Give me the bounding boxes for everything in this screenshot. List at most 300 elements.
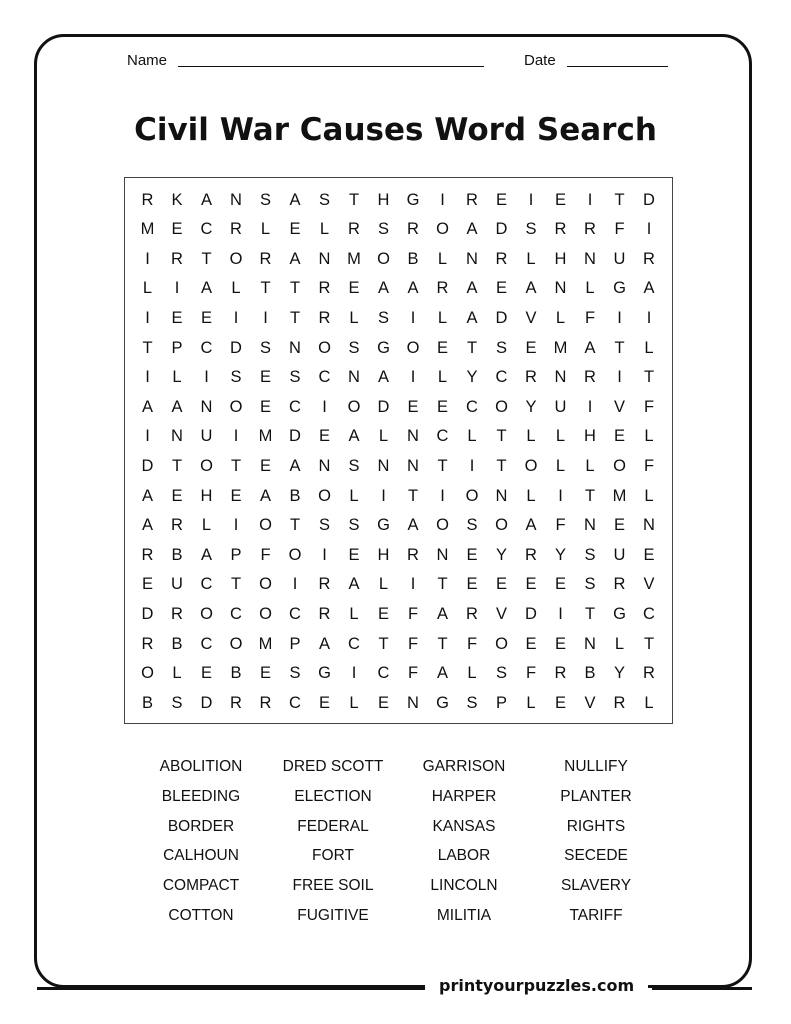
grid-letter[interactable]: O <box>259 516 272 535</box>
grid-letter[interactable]: D <box>495 308 508 327</box>
grid-letter[interactable]: L <box>172 368 182 387</box>
grid-letter[interactable]: O <box>436 516 449 535</box>
grid-letter[interactable]: O <box>318 338 331 357</box>
grid-letter[interactable]: Y <box>495 545 507 564</box>
grid-letter[interactable]: D <box>141 456 154 475</box>
grid-letter[interactable]: I <box>587 190 593 209</box>
grid-letter[interactable]: R <box>613 693 626 712</box>
grid-letter[interactable]: A <box>348 575 360 594</box>
grid-letter[interactable]: I <box>233 516 239 535</box>
grid-letter[interactable]: E <box>613 516 625 535</box>
grid-letter[interactable]: T <box>289 279 301 298</box>
grid-letter[interactable]: A <box>377 279 389 298</box>
grid-letter[interactable]: T <box>496 456 507 475</box>
grid-letter[interactable]: K <box>171 190 183 209</box>
grid-letter[interactable]: N <box>318 456 331 475</box>
grid-letter[interactable]: E <box>554 190 566 209</box>
grid-letter[interactable]: S <box>318 516 330 535</box>
grid-letter[interactable]: N <box>171 427 183 446</box>
grid-letter[interactable]: C <box>200 634 213 653</box>
grid-letter[interactable]: T <box>142 338 153 357</box>
grid-letter[interactable]: O <box>613 456 626 475</box>
grid-letter[interactable]: R <box>584 220 596 239</box>
grid-letter[interactable]: L <box>555 456 566 475</box>
grid-letter[interactable]: R <box>348 220 360 239</box>
grid-letter[interactable]: I <box>587 397 593 416</box>
grid-letter[interactable]: G <box>406 190 420 209</box>
grid-letter[interactable]: R <box>466 190 478 209</box>
grid-letter[interactable]: D <box>525 604 537 623</box>
grid-letter[interactable]: I <box>469 456 475 475</box>
grid-letter[interactable]: G <box>613 604 626 623</box>
grid-letter[interactable]: L <box>437 308 448 327</box>
grid-letter[interactable]: T <box>584 486 596 505</box>
grid-letter[interactable]: A <box>377 368 389 387</box>
grid-letter[interactable]: I <box>440 190 445 209</box>
grid-letter[interactable]: L <box>644 693 654 712</box>
grid-letter[interactable]: M <box>612 486 627 505</box>
grid-letter[interactable]: H <box>200 486 213 505</box>
grid-letter[interactable]: R <box>466 604 478 623</box>
grid-letter[interactable]: P <box>495 693 507 712</box>
grid-letter[interactable]: N <box>407 427 419 446</box>
grid-letter[interactable]: O <box>141 664 154 683</box>
grid-letter[interactable]: F <box>643 397 655 416</box>
grid-letter[interactable]: F <box>466 634 478 653</box>
grid-letter[interactable]: L <box>378 575 389 594</box>
grid-letter[interactable]: R <box>318 604 331 623</box>
grid-letter[interactable]: O <box>436 220 449 239</box>
grid-letter[interactable]: I <box>145 368 150 387</box>
grid-letter[interactable]: L <box>201 516 212 535</box>
grid-letter[interactable]: L <box>526 427 536 446</box>
grid-letter[interactable]: O <box>347 397 361 416</box>
grid-letter[interactable]: I <box>410 368 416 387</box>
grid-letter[interactable]: E <box>348 279 360 298</box>
grid-letter[interactable]: L <box>526 486 536 505</box>
grid-letter[interactable]: L <box>319 220 330 239</box>
grid-letter[interactable]: U <box>613 545 626 564</box>
grid-letter[interactable]: S <box>289 664 301 683</box>
grid-letter[interactable]: M <box>258 634 273 653</box>
grid-letter[interactable]: I <box>263 308 268 327</box>
grid-letter[interactable]: I <box>646 308 652 327</box>
grid-letter[interactable]: I <box>233 427 239 446</box>
grid-letter[interactable]: I <box>174 279 180 298</box>
grid-letter[interactable]: A <box>436 664 448 683</box>
grid-letter[interactable]: A <box>318 634 330 653</box>
grid-letter[interactable]: N <box>289 338 301 357</box>
grid-letter[interactable]: L <box>172 664 182 683</box>
grid-letter[interactable]: F <box>643 456 655 475</box>
grid-letter[interactable]: S <box>171 693 183 712</box>
grid-letter[interactable]: E <box>613 427 625 446</box>
grid-letter[interactable]: R <box>171 249 183 268</box>
grid-letter[interactable]: R <box>613 575 626 594</box>
grid-letter[interactable]: V <box>495 604 507 623</box>
grid-letter[interactable]: T <box>614 190 625 209</box>
grid-letter[interactable]: L <box>555 427 566 446</box>
grid-letter[interactable]: E <box>643 545 655 564</box>
grid-letter[interactable]: O <box>377 249 390 268</box>
grid-letter[interactable]: L <box>260 220 271 239</box>
grid-letter[interactable]: L <box>644 486 654 505</box>
grid-letter[interactable]: F <box>555 516 566 535</box>
grid-letter[interactable]: L <box>526 249 536 268</box>
grid-letter[interactable]: R <box>643 664 655 683</box>
grid-letter[interactable]: E <box>436 397 448 416</box>
grid-letter[interactable]: O <box>259 604 272 623</box>
grid-letter[interactable]: H <box>554 249 567 268</box>
grid-letter[interactable]: F <box>407 664 419 683</box>
grid-letter[interactable]: C <box>495 368 508 387</box>
grid-letter[interactable]: S <box>318 190 330 209</box>
grid-letter[interactable]: N <box>407 693 419 712</box>
grid-letter[interactable]: M <box>140 220 155 239</box>
grid-letter[interactable]: T <box>230 456 242 475</box>
grid-letter[interactable]: A <box>141 397 153 416</box>
grid-letter[interactable]: L <box>585 456 595 475</box>
grid-letter[interactable]: E <box>200 664 212 683</box>
grid-letter[interactable]: U <box>554 397 567 416</box>
grid-letter[interactable]: C <box>377 664 390 683</box>
grid-letter[interactable]: E <box>466 575 478 594</box>
grid-letter[interactable]: H <box>584 427 596 446</box>
grid-letter[interactable]: L <box>349 604 359 623</box>
grid-letter[interactable]: S <box>377 308 389 327</box>
grid-letter[interactable]: N <box>436 545 449 564</box>
grid-letter[interactable]: O <box>524 456 538 475</box>
grid-letter[interactable]: I <box>204 368 209 387</box>
grid-letter[interactable]: N <box>584 249 596 268</box>
grid-letter[interactable]: E <box>230 486 242 505</box>
grid-letter[interactable]: A <box>525 279 537 298</box>
grid-letter[interactable]: A <box>200 545 212 564</box>
grid-letter[interactable]: E <box>200 308 212 327</box>
grid-letter[interactable]: D <box>643 190 655 209</box>
grid-letter[interactable]: N <box>466 249 478 268</box>
grid-letter[interactable]: A <box>289 249 301 268</box>
grid-letter[interactable]: S <box>495 338 507 357</box>
grid-letter[interactable]: E <box>554 575 566 594</box>
grid-letter[interactable]: L <box>644 338 654 357</box>
grid-letter[interactable]: E <box>141 575 153 594</box>
grid-letter[interactable]: O <box>229 249 243 268</box>
grid-letter[interactable]: H <box>377 545 390 564</box>
grid-letter[interactable]: A <box>289 190 301 209</box>
grid-letter[interactable]: R <box>436 279 449 298</box>
grid-letter[interactable]: R <box>525 368 537 387</box>
grid-letter[interactable]: O <box>288 545 302 564</box>
grid-letter[interactable]: D <box>377 397 390 416</box>
grid-letter[interactable]: E <box>259 664 271 683</box>
grid-letter[interactable]: O <box>200 456 213 475</box>
grid-letter[interactable]: V <box>613 397 625 416</box>
grid-letter[interactable]: T <box>260 279 271 298</box>
grid-letter[interactable]: O <box>318 486 331 505</box>
grid-letter[interactable]: I <box>528 190 534 209</box>
grid-letter[interactable]: T <box>289 308 301 327</box>
grid-letter[interactable]: B <box>289 486 301 505</box>
grid-letter[interactable]: T <box>437 575 448 594</box>
grid-letter[interactable]: D <box>141 604 154 623</box>
grid-letter[interactable]: S <box>348 456 360 475</box>
grid-letter[interactable]: E <box>171 308 183 327</box>
grid-letter[interactable]: O <box>495 516 508 535</box>
grid-letter[interactable]: Y <box>613 664 625 683</box>
grid-letter[interactable]: I <box>233 308 239 327</box>
grid-letter[interactable]: S <box>259 338 271 357</box>
grid-letter[interactable]: R <box>141 545 154 564</box>
grid-letter[interactable]: I <box>558 604 563 623</box>
grid-letter[interactable]: Y <box>466 368 478 387</box>
grid-letter[interactable]: N <box>377 456 390 475</box>
grid-letter[interactable]: E <box>525 338 537 357</box>
grid-letter[interactable]: C <box>466 397 478 416</box>
grid-letter[interactable]: E <box>171 220 183 239</box>
grid-letter[interactable]: S <box>495 664 507 683</box>
grid-letter[interactable]: I <box>558 486 563 505</box>
grid-letter[interactable]: E <box>436 338 448 357</box>
grid-letter[interactable]: T <box>614 338 625 357</box>
grid-letter[interactable]: E <box>495 190 507 209</box>
grid-letter[interactable]: V <box>643 575 655 594</box>
grid-letter[interactable]: U <box>613 249 626 268</box>
grid-letter[interactable]: T <box>643 634 655 653</box>
grid-letter[interactable]: E <box>377 693 389 712</box>
grid-letter[interactable]: M <box>347 249 361 268</box>
grid-letter[interactable]: Y <box>525 397 537 416</box>
grid-letter[interactable]: B <box>407 249 419 268</box>
grid-letter[interactable]: A <box>348 427 360 446</box>
grid-letter[interactable]: O <box>259 575 272 594</box>
grid-letter[interactable]: L <box>231 279 241 298</box>
grid-letter[interactable]: T <box>289 516 301 535</box>
grid-letter[interactable]: L <box>437 368 448 387</box>
grid-letter[interactable]: Y <box>554 545 566 564</box>
grid-letter[interactable]: C <box>643 604 655 623</box>
grid-letter[interactable]: A <box>407 279 419 298</box>
grid-letter[interactable]: S <box>348 338 360 357</box>
grid-letter[interactable]: L <box>467 664 477 683</box>
grid-letter[interactable]: A <box>466 220 478 239</box>
grid-letter[interactable]: E <box>495 575 507 594</box>
grid-letter[interactable]: N <box>348 368 360 387</box>
grid-letter[interactable]: N <box>643 516 655 535</box>
grid-letter[interactable]: T <box>496 427 507 446</box>
grid-letter[interactable]: A <box>200 279 212 298</box>
grid-letter[interactable]: E <box>554 693 566 712</box>
grid-letter[interactable]: R <box>141 634 154 653</box>
grid-letter[interactable]: F <box>584 308 596 327</box>
grid-letter[interactable]: S <box>466 516 478 535</box>
grid-letter[interactable]: S <box>466 693 478 712</box>
grid-letter[interactable]: R <box>525 545 537 564</box>
date-field[interactable] <box>567 66 668 67</box>
grid-letter[interactable]: O <box>495 397 508 416</box>
grid-letter[interactable]: P <box>289 634 301 653</box>
grid-letter[interactable]: A <box>466 308 478 327</box>
grid-letter[interactable]: R <box>230 693 242 712</box>
grid-letter[interactable]: E <box>259 397 271 416</box>
grid-letter[interactable]: T <box>378 634 389 653</box>
grid-letter[interactable]: I <box>351 664 357 683</box>
grid-letter[interactable]: S <box>377 220 389 239</box>
grid-letter[interactable]: A <box>171 397 183 416</box>
grid-letter[interactable]: T <box>466 338 478 357</box>
grid-letter[interactable]: E <box>348 545 360 564</box>
grid-letter[interactable]: E <box>259 456 271 475</box>
grid-letter[interactable]: A <box>466 279 478 298</box>
grid-letter[interactable]: S <box>584 575 596 594</box>
grid-letter[interactable]: E <box>318 693 330 712</box>
grid-letter[interactable]: F <box>407 604 419 623</box>
grid-letter[interactable]: G <box>377 338 390 357</box>
grid-letter[interactable]: D <box>495 220 508 239</box>
grid-letter[interactable]: A <box>407 516 419 535</box>
grid-letter[interactable]: E <box>554 634 566 653</box>
grid-letter[interactable]: R <box>171 516 183 535</box>
grid-letter[interactable]: B <box>171 634 183 653</box>
grid-letter[interactable]: S <box>259 190 271 209</box>
grid-letter[interactable]: A <box>584 338 596 357</box>
grid-letter[interactable]: A <box>643 279 655 298</box>
grid-letter[interactable]: T <box>437 634 448 653</box>
grid-letter[interactable]: N <box>495 486 508 505</box>
grid-letter[interactable]: S <box>584 545 596 564</box>
grid-letter[interactable]: C <box>289 397 301 416</box>
grid-letter[interactable]: E <box>289 220 301 239</box>
grid-letter[interactable]: R <box>230 220 242 239</box>
grid-letter[interactable]: R <box>171 604 183 623</box>
grid-letter[interactable]: R <box>554 664 567 683</box>
grid-letter[interactable]: I <box>617 308 622 327</box>
grid-letter[interactable]: D <box>200 693 213 712</box>
grid-letter[interactable]: A <box>141 486 153 505</box>
grid-letter[interactable]: B <box>141 693 153 712</box>
grid-letter[interactable]: R <box>259 693 272 712</box>
grid-letter[interactable]: I <box>322 397 327 416</box>
grid-letter[interactable]: F <box>407 634 419 653</box>
grid-letter[interactable]: P <box>230 545 242 564</box>
grid-letter[interactable]: A <box>200 190 212 209</box>
grid-letter[interactable]: L <box>349 693 359 712</box>
grid-letter[interactable]: U <box>200 427 213 446</box>
grid-letter[interactable]: I <box>145 427 150 446</box>
grid-letter[interactable]: S <box>348 516 360 535</box>
grid-letter[interactable]: R <box>407 220 419 239</box>
grid-letter[interactable]: I <box>145 249 150 268</box>
grid-letter[interactable]: E <box>466 545 478 564</box>
grid-letter[interactable]: B <box>584 664 596 683</box>
grid-letter[interactable]: R <box>643 249 655 268</box>
grid-letter[interactable]: C <box>230 604 242 623</box>
grid-letter[interactable]: S <box>289 368 301 387</box>
grid-letter[interactable]: L <box>349 308 359 327</box>
grid-letter[interactable]: L <box>555 308 566 327</box>
grid-letter[interactable]: L <box>585 279 595 298</box>
grid-letter[interactable]: L <box>467 427 477 446</box>
grid-letter[interactable]: N <box>230 190 242 209</box>
grid-letter[interactable]: F <box>260 545 271 564</box>
grid-letter[interactable]: N <box>584 516 596 535</box>
grid-letter[interactable]: A <box>289 456 301 475</box>
grid-letter[interactable]: M <box>553 338 568 357</box>
grid-letter[interactable]: T <box>348 190 360 209</box>
grid-letter[interactable]: D <box>230 338 242 357</box>
grid-letter[interactable]: I <box>381 486 386 505</box>
grid-letter[interactable]: E <box>171 486 183 505</box>
grid-letter[interactable]: E <box>318 427 330 446</box>
grid-letter[interactable]: N <box>200 397 213 416</box>
grid-letter[interactable]: D <box>289 427 301 446</box>
grid-letter[interactable]: L <box>526 693 536 712</box>
grid-letter[interactable]: V <box>584 693 596 712</box>
grid-letter[interactable]: R <box>495 249 508 268</box>
grid-letter[interactable]: O <box>406 338 420 357</box>
grid-letter[interactable]: A <box>141 516 153 535</box>
grid-letter[interactable]: I <box>646 220 652 239</box>
grid-letter[interactable]: F <box>614 220 625 239</box>
grid-letter[interactable]: I <box>410 308 416 327</box>
grid-letter[interactable]: O <box>229 397 243 416</box>
grid-letter[interactable]: G <box>377 516 390 535</box>
grid-letter[interactable]: C <box>436 427 449 446</box>
grid-letter[interactable]: V <box>525 308 537 327</box>
grid-letter[interactable]: E <box>495 279 507 298</box>
grid-letter[interactable]: R <box>318 575 331 594</box>
name-field[interactable] <box>178 66 484 67</box>
grid-letter[interactable]: R <box>584 368 596 387</box>
grid-letter[interactable]: E <box>525 575 537 594</box>
grid-letter[interactable]: T <box>643 368 655 387</box>
grid-letter[interactable]: B <box>230 664 242 683</box>
grid-letter[interactable]: S <box>230 368 242 387</box>
grid-letter[interactable]: L <box>378 427 389 446</box>
grid-letter[interactable]: C <box>200 338 213 357</box>
grid-letter[interactable]: R <box>554 220 567 239</box>
grid-letter[interactable]: R <box>259 249 272 268</box>
grid-letter[interactable]: M <box>258 427 273 446</box>
grid-letter[interactable]: C <box>348 634 360 653</box>
grid-letter[interactable]: T <box>407 486 419 505</box>
grid-letter[interactable]: E <box>259 368 271 387</box>
grid-letter[interactable]: I <box>410 575 416 594</box>
grid-letter[interactable]: C <box>289 693 301 712</box>
grid-letter[interactable]: O <box>229 634 243 653</box>
grid-letter[interactable]: R <box>318 279 331 298</box>
grid-letter[interactable]: I <box>292 575 298 594</box>
grid-letter[interactable]: L <box>437 249 448 268</box>
grid-letter[interactable]: G <box>318 664 331 683</box>
grid-letter[interactable]: A <box>259 486 271 505</box>
grid-letter[interactable]: O <box>200 604 213 623</box>
grid-letter[interactable]: A <box>525 516 537 535</box>
grid-letter[interactable]: T <box>171 456 183 475</box>
grid-letter[interactable]: I <box>617 368 622 387</box>
grid-letter[interactable]: G <box>436 693 449 712</box>
grid-letter[interactable]: E <box>525 634 537 653</box>
grid-letter[interactable]: I <box>440 486 445 505</box>
grid-letter[interactable]: T <box>201 249 212 268</box>
grid-letter[interactable]: N <box>554 368 567 387</box>
grid-letter[interactable]: T <box>230 575 242 594</box>
grid-letter[interactable]: R <box>407 545 419 564</box>
grid-letter[interactable]: N <box>584 634 596 653</box>
grid-letter[interactable]: T <box>437 456 448 475</box>
grid-letter[interactable]: O <box>465 486 479 505</box>
grid-letter[interactable]: R <box>141 190 154 209</box>
